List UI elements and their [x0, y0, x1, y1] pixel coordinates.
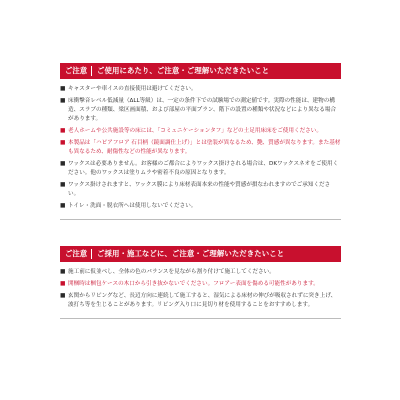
notice-section-installation: [60, 246, 341, 319]
notice-item: [60, 202, 341, 211]
bullet-icon: ■: [60, 86, 66, 92]
header-divider: [91, 66, 92, 76]
notice-tag: ご注意: [65, 66, 88, 75]
notice-list: [60, 85, 341, 211]
notice-text: キャスターや車イスの直接使用は避けてください。: [68, 86, 197, 92]
notice-text: トイレ・洗面・脱衣所へは使用しないでください。: [68, 203, 197, 210]
notice-list: [60, 268, 341, 310]
header-divider: [91, 249, 92, 259]
bullet-icon: ■: [60, 281, 66, 288]
notice-item: [60, 268, 341, 277]
bullet-icon: ■: [60, 161, 66, 168]
section-divider: [60, 219, 341, 220]
bullet-icon: ■: [60, 128, 66, 134]
notice-text: 玄関からリビングなど、長辺方向に連続して施工すると、湿気による床材の伸びが吸収されずに突き上げ、波打ち等を生じることがあります。リビング入り口に見切り材を使用することをおすすめします。: [68, 293, 337, 309]
bullet-icon: ■: [60, 269, 66, 275]
bullet-icon: ■: [60, 293, 66, 300]
notice-item: [60, 160, 341, 178]
notice-section-usage: [60, 63, 341, 220]
section-title: ご採用・施工などに、ご注意・ご理解いただきたいこと: [96, 249, 285, 258]
notice-item: [60, 97, 341, 124]
notice-tag: ご注意: [65, 249, 88, 258]
notice-item: [60, 139, 341, 157]
bullet-icon: ■: [60, 203, 66, 210]
notice-text: 施工前に仮並べし、全体の色のバランスを見ながら割り付けて施工してください。: [68, 269, 275, 275]
section-title: ご使用にあたり、ご注意・ご理解いただきたいこと: [96, 66, 270, 75]
notice-item: [60, 280, 341, 289]
section-header: [60, 246, 341, 262]
notice-item: [60, 85, 341, 94]
notice-text: 本製品は「ハピアフロア 石目柄（鏡面調仕上げ）」とは塗装が異なるため、艶、質感が異なります。また基材も異なるため、耐傷性などの性能が異なります。: [68, 140, 341, 155]
bullet-icon: ■: [60, 182, 66, 189]
notice-item: [60, 181, 341, 199]
notice-text: 老人ホームや公共施設等の床には、「コミュニケーションタフ」などの土足用床床をご使用ください。: [68, 128, 322, 134]
notice-item: [60, 127, 341, 136]
notice-text: ワックスは必要ありません。お客様のご都合によりワックス掛けされる場合は、DKワックスネオをご使用ください。他のワックスは塗りムラや密着不良の原因となります。: [68, 161, 339, 176]
notice-text: ワックス掛けされますと、ワックス膜により床材表面本来の性能や質感が損なわれますのでご承知ください。: [68, 182, 331, 197]
notice-item: [60, 292, 341, 310]
section-header: [60, 63, 341, 79]
bullet-icon: ■: [60, 98, 66, 105]
bullet-icon: ■: [60, 140, 66, 147]
section-divider: [60, 318, 341, 319]
notice-text: 開梱時は梱包ケースの木口から引き抜かないでください。フロアー表面を傷める可能性があります。: [68, 281, 319, 288]
notice-text: 床衝撃音レベル低減量（ΔLL等級）は、一定の条件下での試験場での測定値です。実際の性能は、建物の構造、スラブの種類、梁区画面積、および部屋の平面プラン、階下の設置の種類や状況などにより異なる場合があります。: [68, 98, 337, 122]
